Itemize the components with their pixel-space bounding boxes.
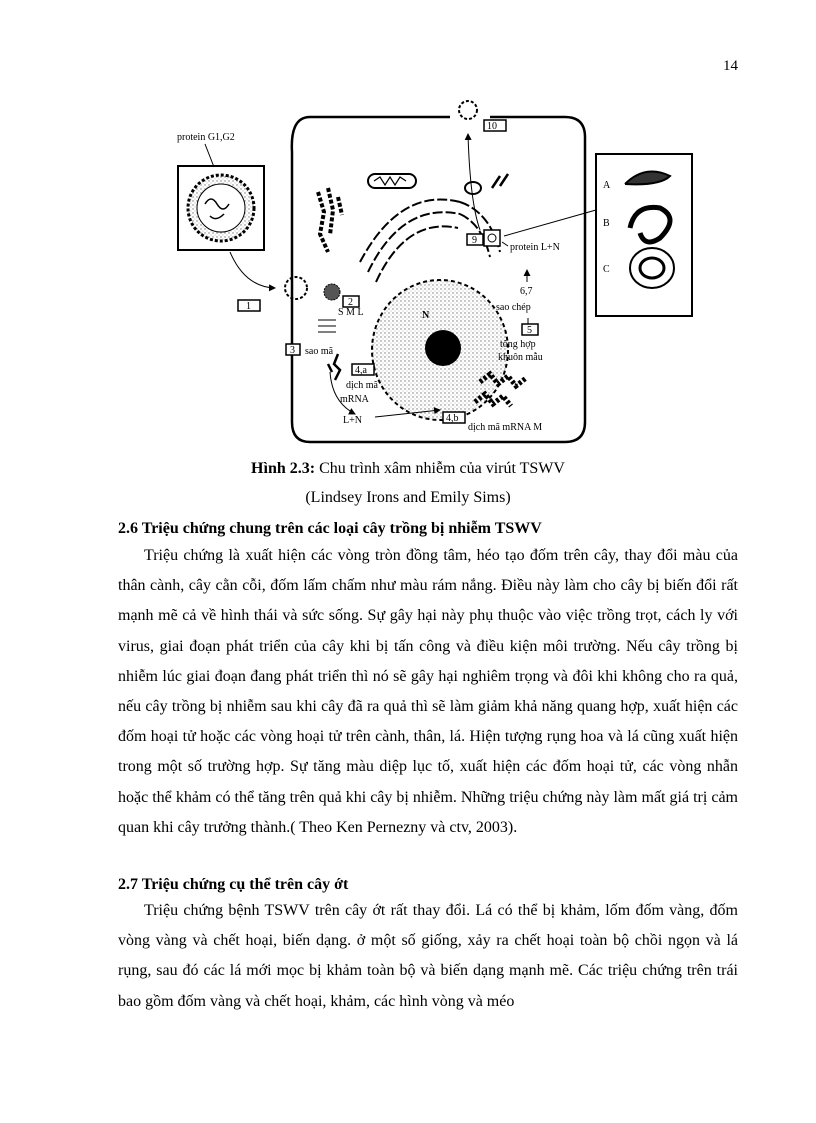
caption-prefix: Hình 2.3: [251,460,316,477]
protein-g1g2-label: protein G1,G2 [177,132,235,143]
page-number: 14 [723,58,738,74]
caption-text: Chu trình xâm nhiễm của virút TSWV [315,460,565,477]
six-seven-label: 6,7 [520,286,533,297]
dich-ma-mrna-m-label: dịch mã mRNA M [468,422,543,433]
sao-ma-label: sao mã [305,346,334,357]
tswv-cycle-diagram [160,92,700,452]
protein-ln-label: protein L+N [510,242,560,253]
step-box-2: 2 [348,297,353,308]
dich-ma-label: dịch mã [346,380,378,391]
step-box-5: 5 [527,325,532,336]
figure-caption [0,460,816,478]
section-paragraph-2-6: Triệu chứng là xuất hiện các vòng tròn đồng tâm, héo tạo đốm trên cây, thay đổi màu của thân cành, cây cằn cỗi, đốm lấm chấm như màu rám nắng. Điều này làm cho cây bị biến đổi rất mạnh mẽ cả về hình thái và sức sống. Sự gây hại này phụ thuộc vào việc trồng trọt, cách ly với virus, giai đoạn phát triển của cây khi bị tấn công và điều kiện môi trường. Nếu cây trồng bị nhiễm lúc giai đoạn đang phát triển thì nó sẽ gây hại nghiêm trọng và đôi khi không cho ra quả, nếu cây trồng bị nhiễm sau khi cây đã ra quả thì sẽ làm giảm khả năng quang hợp, xuất hiện các đốm hoại tử hoặc các vòng hoại tử trên cành, thân, lá. Hiện tượng rụng hoa và lá cũng xuất hiện trong một số trường hợp. Sự tăng màu diệp lục tố, xuất hiện các đốm hoại tử, các vòng nhẫn hoặc thể khảm có thể tăng trên quả khi cây bị nhiễm. Những triệu chứng này làm mất giá trị cảm quan khi cây trưởng thành.( Theo Ken Pernezny và ctv, 2003). [118,547,738,836]
stage-b-label: B [603,218,610,229]
step-box-4b: 4,b [446,413,459,424]
step-box-3: 3 [290,345,295,356]
sao-chep-label: sao chép [496,302,531,313]
nucleolus [425,330,461,366]
section-heading-2-7: 2.7 Triệu chứng cụ thể trên cây ớt [118,876,349,893]
stage-c-label: C [603,264,610,275]
step-box-10: 10 [487,121,497,132]
step-box-9: 9 [472,235,477,246]
khuon-mau-label: khuôn mẫu [498,352,543,363]
section-paragraph-2-7: Triệu chứng bệnh TSWV trên cây ớt rất thay đổi. Lá có thể bị khảm, lốm đốm vàng, đốm vòng vàng và chết hoại, biến dạng. ở một số giống, xảy ra chết hoại toàn bộ chồi ngọn và lá rụng, sau đó các lá mới mọc bị khảm toàn bộ và biến dạng mạnh mẽ. Các triệu chứng trên trái bao gồm đốm vàng và chết hoại, khảm, các hình vòng và méo [118,902,738,1010]
step-box-4a: 4,a [355,365,367,376]
tong-hop-label: tổng hợp [500,339,536,350]
figure-tswv-infection-cycle [160,92,700,452]
stage-a-label: A [603,180,611,191]
step-box-1: 1 [246,301,251,312]
figure-source: (Lindsey Irons and Emily Sims) [305,489,511,506]
mrna-label: mRNA [340,394,369,405]
segments-sml-label: S M L [338,307,364,318]
ln-label: L+N [343,415,362,426]
section-heading-2-6: 2.6 Triệu chứng chung trên các loại cây trồng bị nhiễm TSWV [118,520,542,537]
nucleus-label: N [422,310,430,321]
